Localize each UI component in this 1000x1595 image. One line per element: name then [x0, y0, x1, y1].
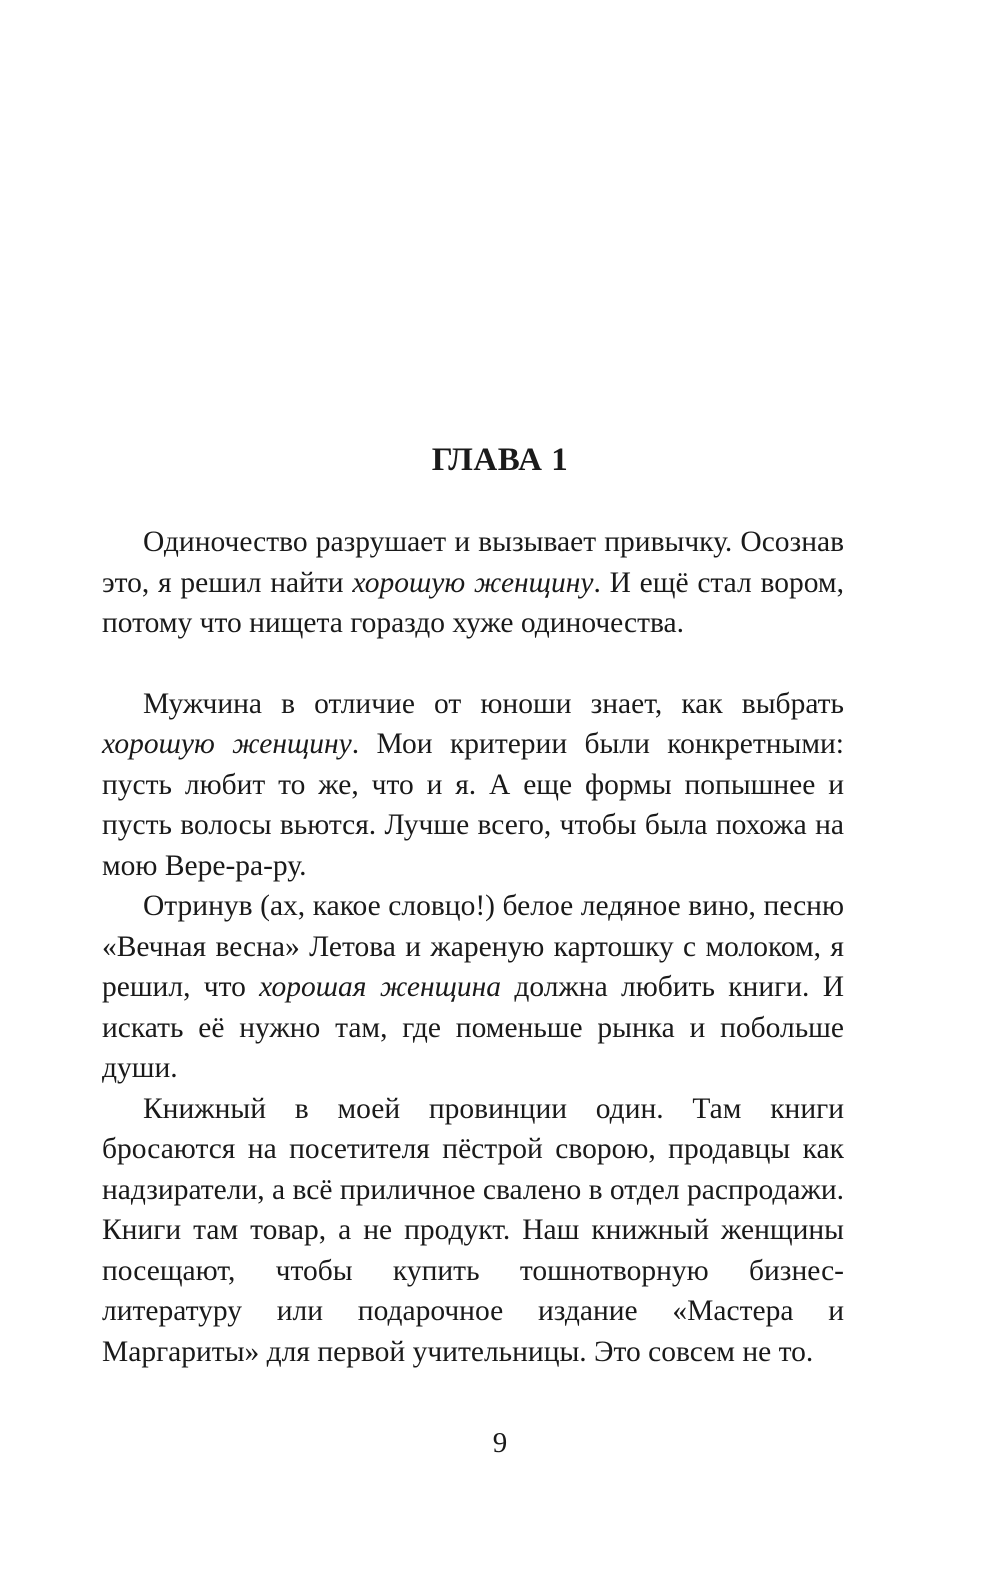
paragraph — [102, 886, 844, 1089]
paragraph — [102, 684, 844, 887]
section-break — [102, 644, 844, 684]
paragraph — [102, 1089, 844, 1373]
page-number: 9 — [492, 1427, 508, 1459]
paragraph-emphasis: хорошая женщина — [259, 971, 502, 1003]
paragraph-text: Книжный в моей провинции один. Там книги бросаются на посетителя пёстрой сворою, продавцы как надзиратели, а всё приличное свалено в отдел распродажи. Книги там товар, а не продукт. Наш книжный женщины посещают, чтобы купить тошнотворную бизнес-литературу или подарочное издание «Мастера и Маргариты» для первой учительницы. Это совсем не то. — [102, 1092, 844, 1368]
paragraph-text: . И ещё стал вором, потому что нищета гораздо хуже одиночества. — [102, 566, 844, 639]
paragraph-text: Одиночество разрушает и вызывает привычку. Осознав это, я решил найти — [102, 526, 844, 599]
paragraph-emphasis: хорошую женщину — [352, 566, 594, 599]
paragraph-text: Мужчина в отличие от юноши знает, как выбрать — [143, 687, 844, 720]
paragraph-text: . Мои критерии были конкретными: пусть любит то же, что и я. А еще формы попышнее и пусть волосы вьются. Лучше всего, чтобы была похожа на мою Вере-ра-ру. — [102, 728, 844, 882]
chapter-body — [102, 522, 844, 1372]
paragraph-text: должна любить книги. И искать её нужно там, где поменьше рынка и побольше души. — [102, 971, 844, 1084]
chapter-title: ГЛАВА 1 — [431, 442, 569, 478]
paragraph — [102, 522, 844, 644]
paragraph-text: Отринув (ах, какое словцо!) белое ледяное вино, песню «Вечная весна» Летова и жареную картошку с молоком, я решил, что — [102, 890, 844, 1003]
paragraph-emphasis: хорошую женщину — [102, 728, 352, 760]
